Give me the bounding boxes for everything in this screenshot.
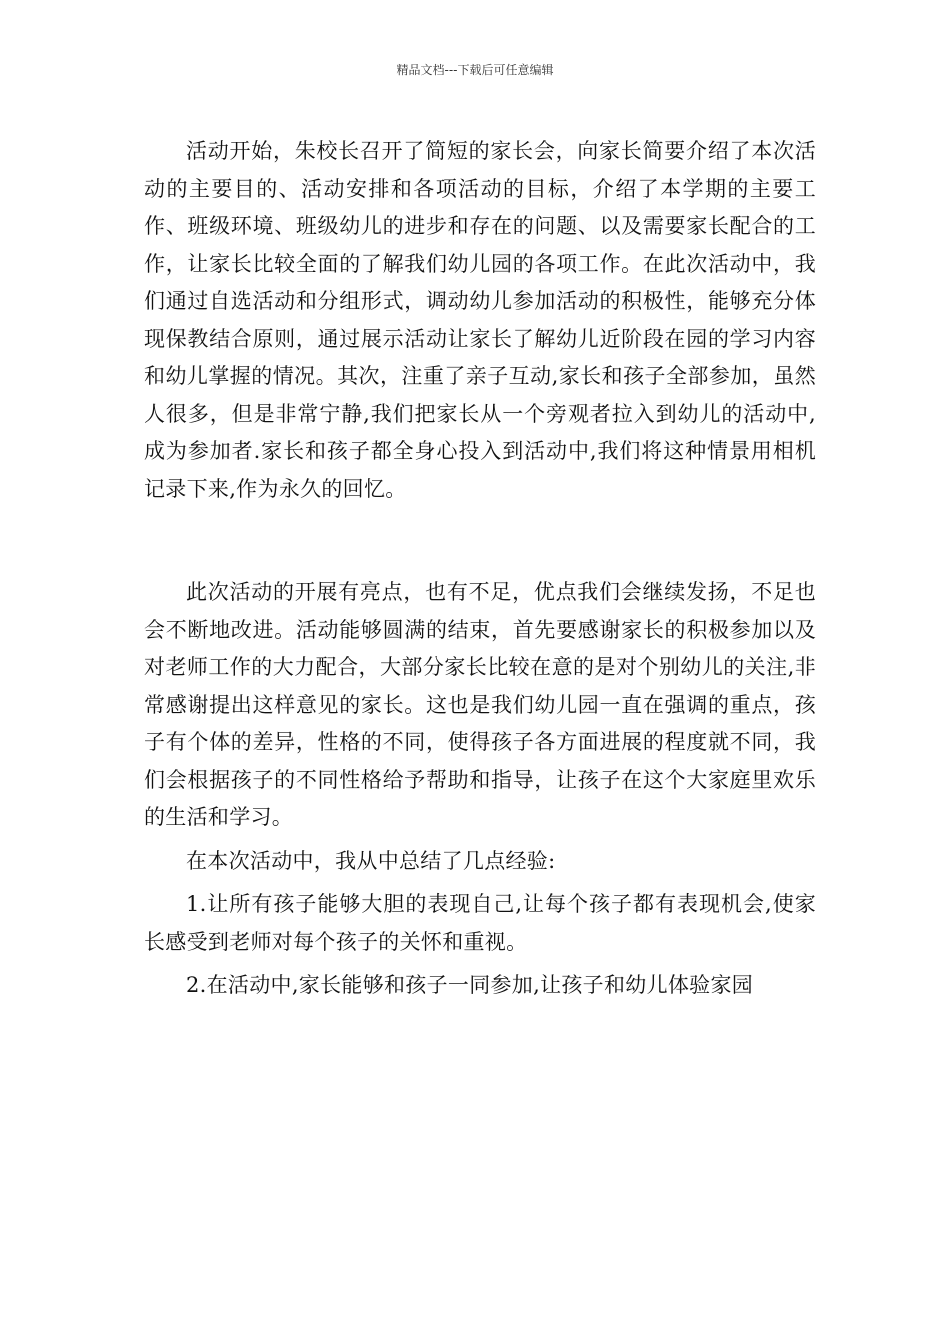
paragraph-activity-opening: 活动开始，朱校长召开了简短的家长会，向家长简要介绍了本次活动的主要目的、活动安排和各项活动的目标，介绍了本学期的主要工作、班级环境、班级幼儿的进步和存在的问题、以及需要家长配合的工作，让家长比较全面的了解我们幼儿园的各项工作。在此次活动中，我们通过自选活动和分组形式，调动幼儿参加活动的积极性，能够充分体现保教结合原则，通过展示活动让家长了解幼儿近阶段在园的学习内容和幼儿掌握的情况。其次，注重了亲子互动,家长和孩子全部参加，虽然人很多，但是非常宁静,我们把家长从一个旁观者拉入到幼儿的活动中,成为参加者.家长和孩子都全身心投入到活动中,我们将这种情景用相机记录下来,作为永久的回忆。 bbox=[144, 139, 816, 501]
list-item-experience-1: 1.让所有孩子能够大胆的表现自己,让每个孩子都有表现机会,使家长感受到老师对每个孩子的关怀和重视。 bbox=[144, 892, 816, 954]
paragraph-highlights-and-shortcomings: 此次活动的开展有亮点，也有不足，优点我们会继续发扬，不足也会不断地改进。活动能够圆满的结束，首先要感谢家长的积极参加以及对老师工作的大力配合，大部分家长比较在意的是对个别幼儿的关注,非常感谢提出这样意见的家长。这也是我们幼儿园一直在强调的重点，孩子有个体的差异，性格的不同，使得孩子各方面进展的程度就不同，我们会根据孩子的不同性格给予帮助和指导，让孩子在这个大家庭里欢乐的生活和学习。 bbox=[144, 580, 816, 829]
page-header: 精品文档---下载后可任意编辑 bbox=[396, 63, 554, 77]
list-item-experience-2: 2.在活动中,家长能够和孩子一同参加,让孩子和幼儿体验家园 bbox=[186, 973, 754, 997]
paragraph-experience-intro: 在本次活动中，我从中总结了几点经验: bbox=[186, 848, 556, 873]
document-body bbox=[144, 133, 816, 1005]
